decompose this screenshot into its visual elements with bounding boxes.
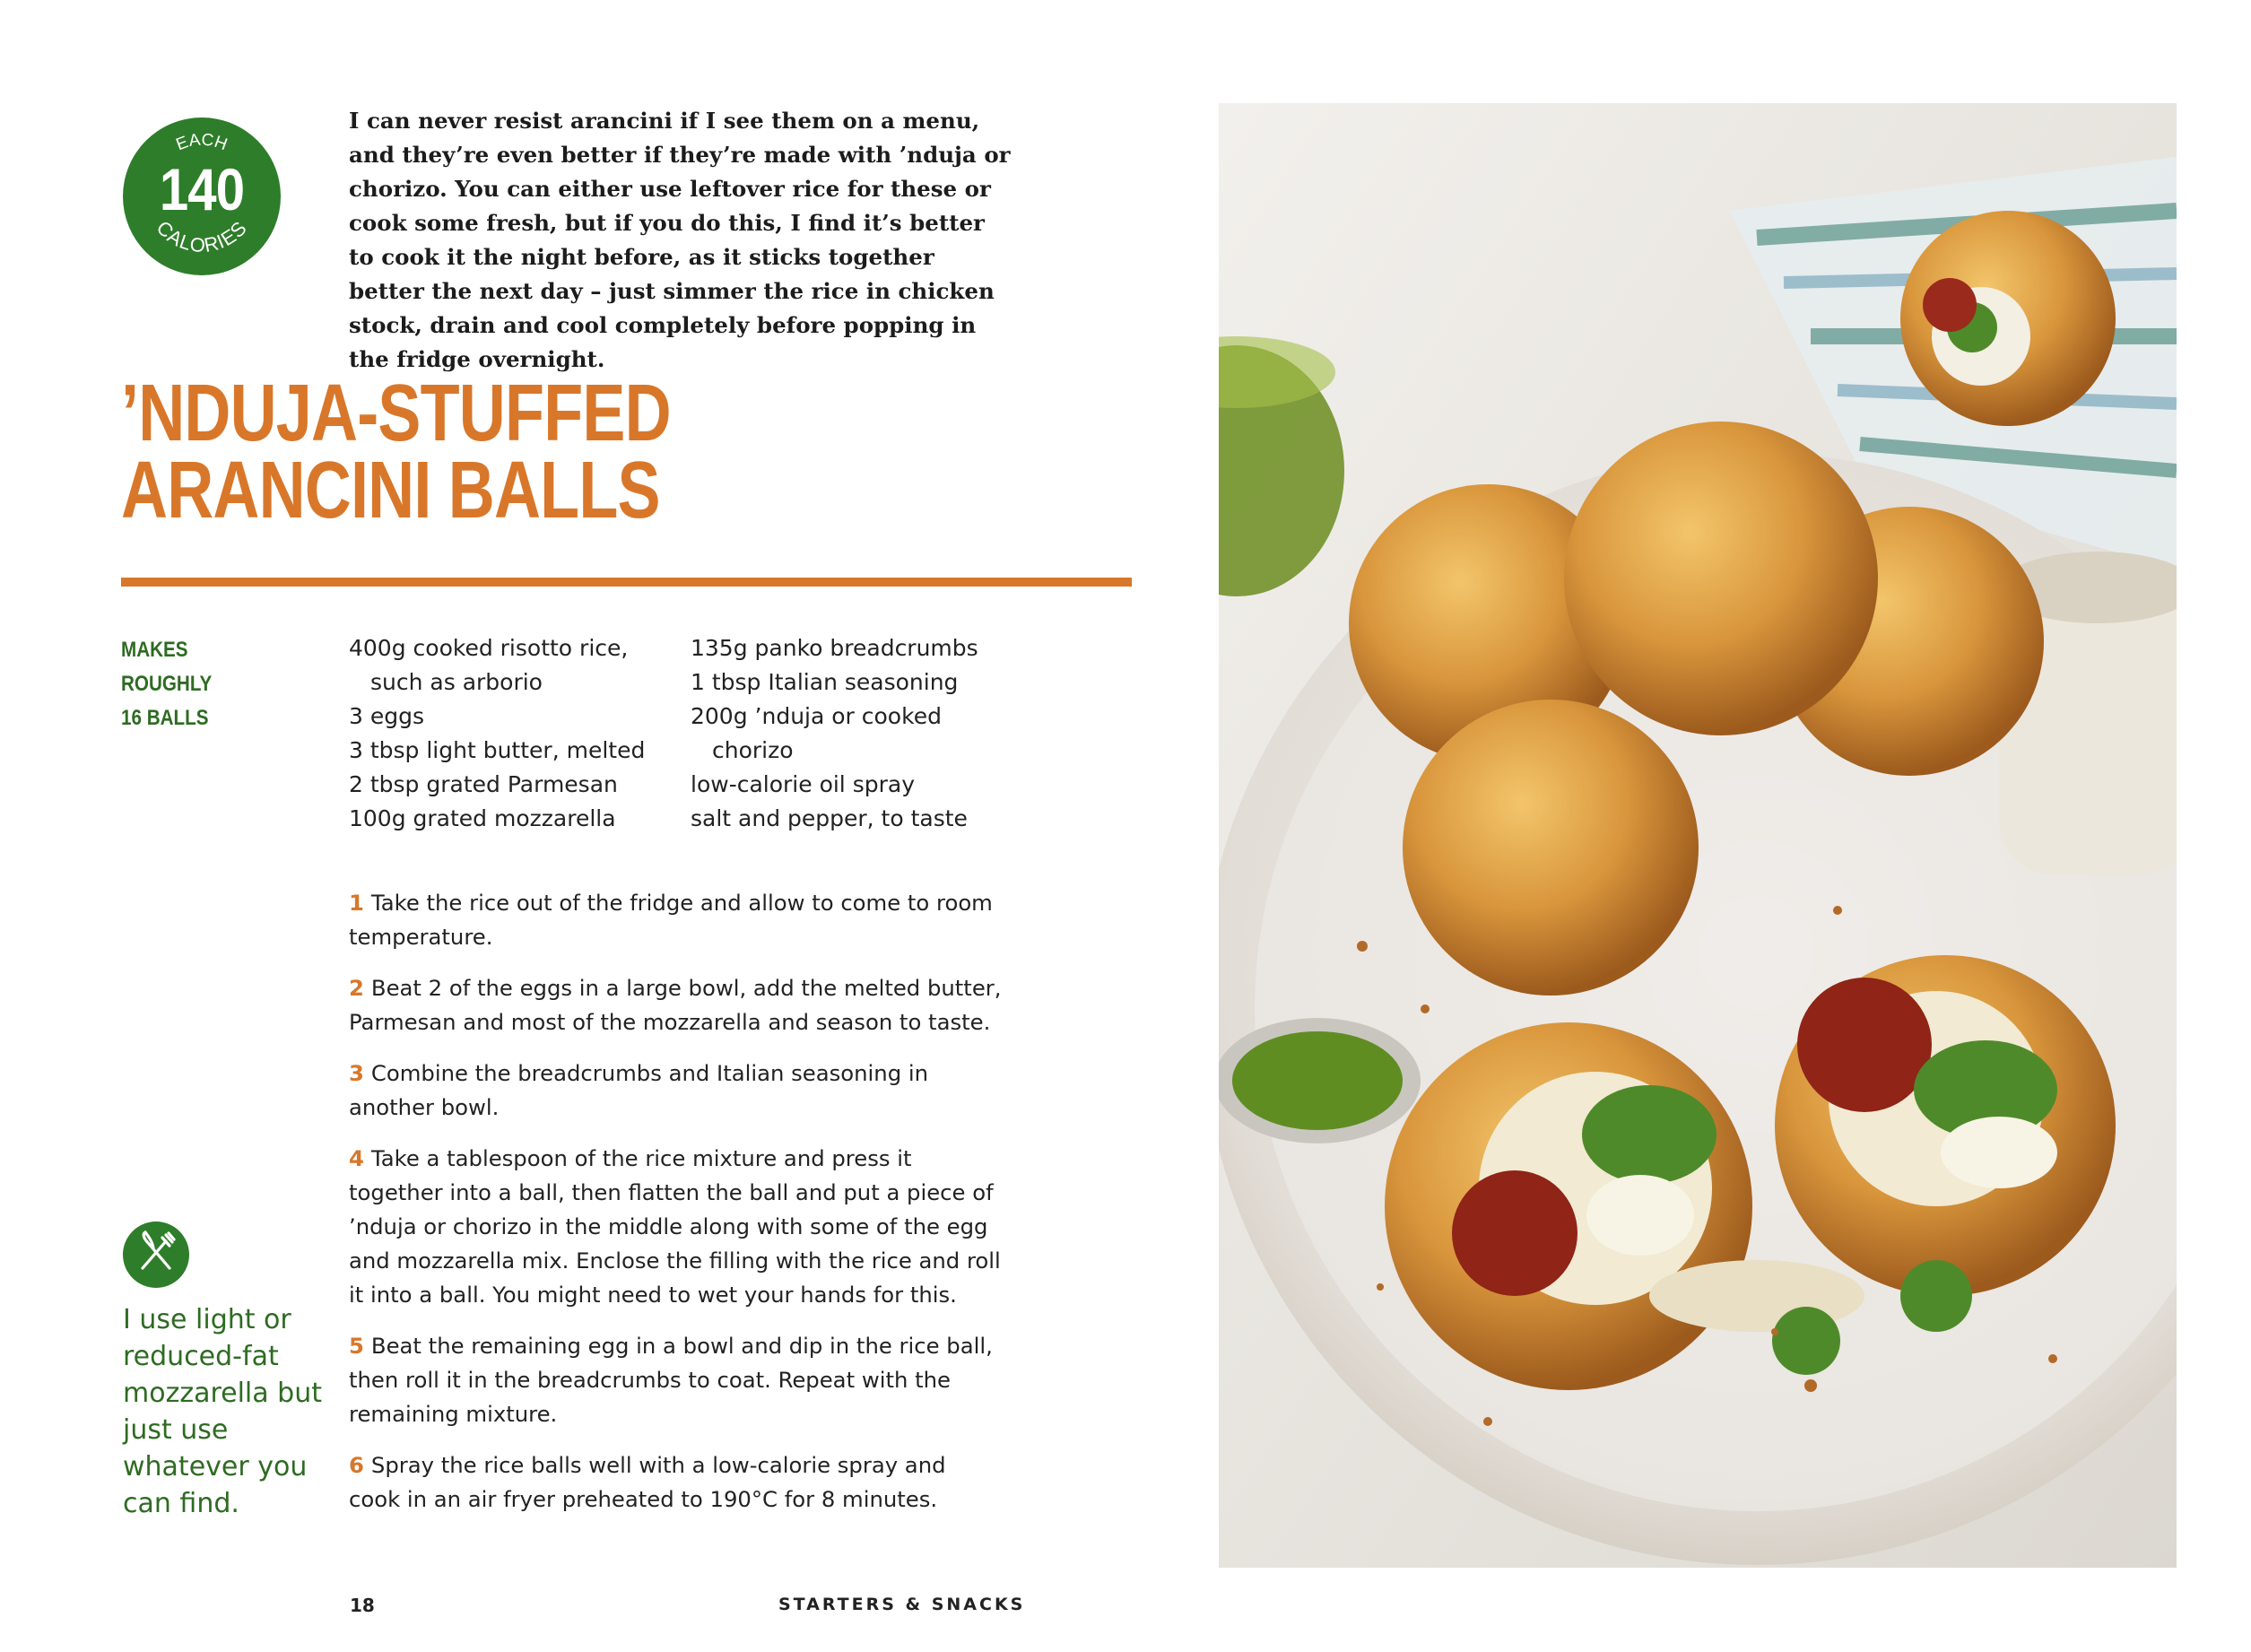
step-number: 3: [349, 1060, 364, 1086]
step-text: Spray the rice balls well with a low-calorie spray and cook in an air fryer preheated to 190°C for 8 minutes.: [349, 1452, 946, 1512]
step-text: Take a tablespoon of the rice mixture and press it together into a ball, then flatten the ball and put a piece of ’nduja or chorizo in the middle along with some of the egg and mozzarella mix. Enclose the filling with the rice and roll it into a ball. You might need to wet your hands for this.: [349, 1145, 1001, 1308]
calories-badge: [123, 117, 281, 275]
method-step: [349, 1329, 1004, 1431]
servings-label: [121, 633, 275, 735]
arancini-photo: [1219, 103, 2177, 1568]
step-text: Beat the remaining egg in a bowl and dip in the rice ball, then roll it in the breadcrumbs to coat. Repeat with the remaining mixture.: [349, 1333, 993, 1427]
ingredient-item: 1 tbsp Italian seasoning: [691, 669, 959, 695]
title-divider: [121, 578, 1132, 587]
method-step: [349, 1448, 1004, 1517]
step-text: Beat 2 of the eggs in a large bowl, add the melted butter, Parmesan and most of the mozzarella and season to taste.: [349, 975, 1002, 1035]
ingredient-item: 135g panko breadcrumbs: [691, 635, 978, 661]
recipe-title-line1: ’NDUJA-STUFFED: [121, 369, 671, 458]
step-number: 4: [349, 1145, 364, 1171]
ingredient-item: 200g ’nduja or cooked chorizo: [691, 703, 942, 763]
calories-number: 140: [159, 156, 245, 222]
ingredient-item: 100g grated mozzarella: [349, 805, 616, 831]
page-number: 18: [350, 1595, 375, 1616]
fork-and-knife-icon: [123, 1222, 189, 1288]
ingredient-item: 2 tbsp grated Parmesan: [349, 771, 618, 797]
ingredient-item: salt and pepper, to taste: [691, 805, 968, 831]
step-number: 2: [349, 975, 364, 1001]
method-steps: [349, 886, 1004, 1534]
step-text: Combine the breadcrumbs and Italian seasoning in another bowl.: [349, 1060, 928, 1120]
ingredient-item: 400g cooked risotto rice, such as arborio: [349, 635, 629, 695]
ingredient-item: 3 eggs: [349, 703, 424, 729]
ingredient-item: low-calorie oil spray: [691, 771, 915, 797]
ingredient-item: 3 tbsp light butter, melted: [349, 737, 646, 763]
intro-paragraph: I can never resist arancini if I see them on a menu, and they’re even better if they’re made with ’nduja or chorizo. You can either use leftover rice for these or cook some fresh, but if you do this, I find it’s better to cook it the night before, as it sticks together better the next day – just simmer the rice in chicken stock, drain and cool completely before popping in the fridge overnight.: [349, 108, 1011, 372]
section-name: STARTERS & SNACKS: [778, 1595, 1026, 1614]
tip-text: I use light or reduced-fat mozzarella but just use whatever you can find.: [123, 1304, 322, 1519]
ingredients-column-2: [691, 631, 1031, 836]
step-text: Take the rice out of the fridge and allow to come to room temperature.: [349, 890, 993, 950]
method-step: [349, 1142, 1004, 1312]
method-step: [349, 886, 1004, 954]
method-step: [349, 971, 1004, 1039]
recipe-title: [121, 369, 910, 535]
badge-bottom-text: CALORIES: [152, 216, 252, 257]
step-number: 6: [349, 1452, 364, 1478]
servings-line1: MAKES ROUGHLY: [121, 638, 213, 696]
svg-text:EACH: [174, 131, 230, 155]
step-number: 5: [349, 1333, 364, 1359]
food-illustration: [1219, 103, 2177, 1568]
recipe-title-line2: ARANCINI BALLS: [121, 446, 660, 535]
method-step: [349, 1056, 1004, 1125]
badge-top-text: EACH: [173, 130, 230, 155]
step-number: 1: [349, 890, 364, 916]
servings-line2: 16 BALLS: [121, 706, 209, 730]
ingredients-column-1: [349, 631, 690, 836]
